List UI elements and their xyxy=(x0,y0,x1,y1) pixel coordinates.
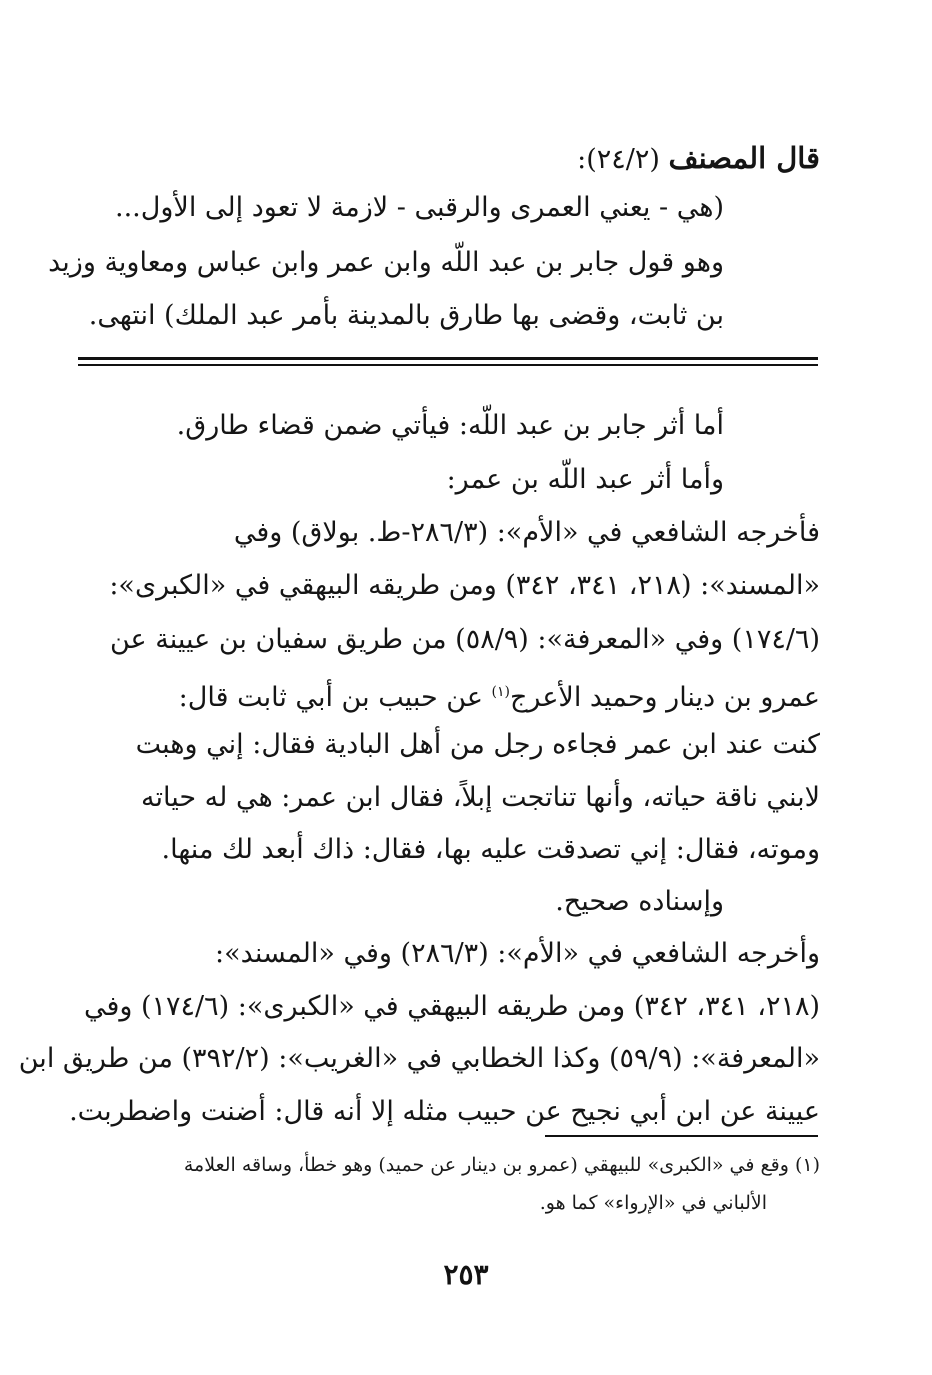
body-line-1: أما أثر جابر بن عبد اللّه: فيأتي ضمن قضاء طارق. xyxy=(176,410,724,441)
body-line-4: «المسند»: (٢١٨، ٣٤١، ٣٤٢) ومن طريقه البيهقي في «الكبرى»: xyxy=(109,570,820,601)
footnote-line-1 xyxy=(184,1150,820,1180)
heading-label: قال المصنف xyxy=(668,141,820,175)
body-line-6 xyxy=(179,672,820,718)
footnote-reference: (١) xyxy=(491,684,510,700)
body-line-12: (٢١٨، ٣٤١، ٣٤٢) ومن طريقه البيهقي في «الكبرى»: (١٧٤/٦) وفي xyxy=(83,991,820,1022)
body-line-5: (١٧٤/٦) وفي «المعرفة»: (٥٨/٩) من طريق سفيان بن عيينة عن xyxy=(109,624,820,655)
body-line-10: وإسناده صحيح. xyxy=(555,886,724,917)
body-line-14: عيينة عن ابن أبي نجيح عن حبيب مثله إلا أنه قال: أضنت واضطربت. xyxy=(69,1096,820,1127)
quote-line-1: (هي - يعني العمرى والرقبى - لازمة لا تعود إلى الأول... xyxy=(115,192,724,223)
page-number: ٢٥٣ xyxy=(443,1258,489,1291)
separator-rule-bottom xyxy=(78,364,818,366)
body-line-6-tail: عن حبيب بن أبي ثابت قال: xyxy=(178,682,492,713)
quote-line-2: وهو قول جابر بن عبد اللّه وابن عمر وابن عباس ومعاوية وزيد xyxy=(48,247,724,278)
footnote-rule xyxy=(545,1135,818,1137)
body-line-13: «المعرفة»: (٥٩/٩) وكذا الخطابي في «الغريب»: (٣٩٢/٢) من طريق ابن xyxy=(18,1043,820,1074)
footnote-line-2: الألباني في «الإرواء» كما هو. xyxy=(539,1192,767,1214)
body-line-7: كنت عند ابن عمر فجاءه رجل من أهل البادية فقال: إني وهبت xyxy=(135,729,820,760)
quote-line-3: بن ثابت، وقضى بها طارق بالمدينة بأمر عبد الملك) انتهى. xyxy=(88,300,724,331)
separator-rule-top xyxy=(78,357,818,360)
footnote-marker: (١) xyxy=(794,1154,820,1176)
body-line-3: فأخرجه الشافعي في «الأم»: (٢٨٦/٣-ط. بولاق) وفي xyxy=(233,517,820,548)
body-line-2: وأما أثر عبد اللّه بن عمر: xyxy=(446,464,724,495)
heading-reference: (٢٤/٢): xyxy=(577,144,660,175)
body-line-11: وأخرجه الشافعي في «الأم»: (٢٨٦/٣) وفي «المسند»: xyxy=(215,938,820,969)
footnote-text-1: وقع في «الكبرى» للبيهقي (عمرو بن دينار عن حميد) وهو خطأ، وساقه العلامة xyxy=(183,1154,789,1176)
body-line-9: وموته، فقال: إني تصدقت عليه بها، فقال: ذاك أبعد لك منها. xyxy=(161,834,820,865)
body-line-8: لابني ناقة حياته، وأنها تناتجت إبلاً، فقال ابن عمر: هي له حياته xyxy=(141,782,820,813)
body-line-6-text: عمرو بن دينار وحميد الأعرج xyxy=(510,682,820,713)
section-heading xyxy=(577,138,820,180)
